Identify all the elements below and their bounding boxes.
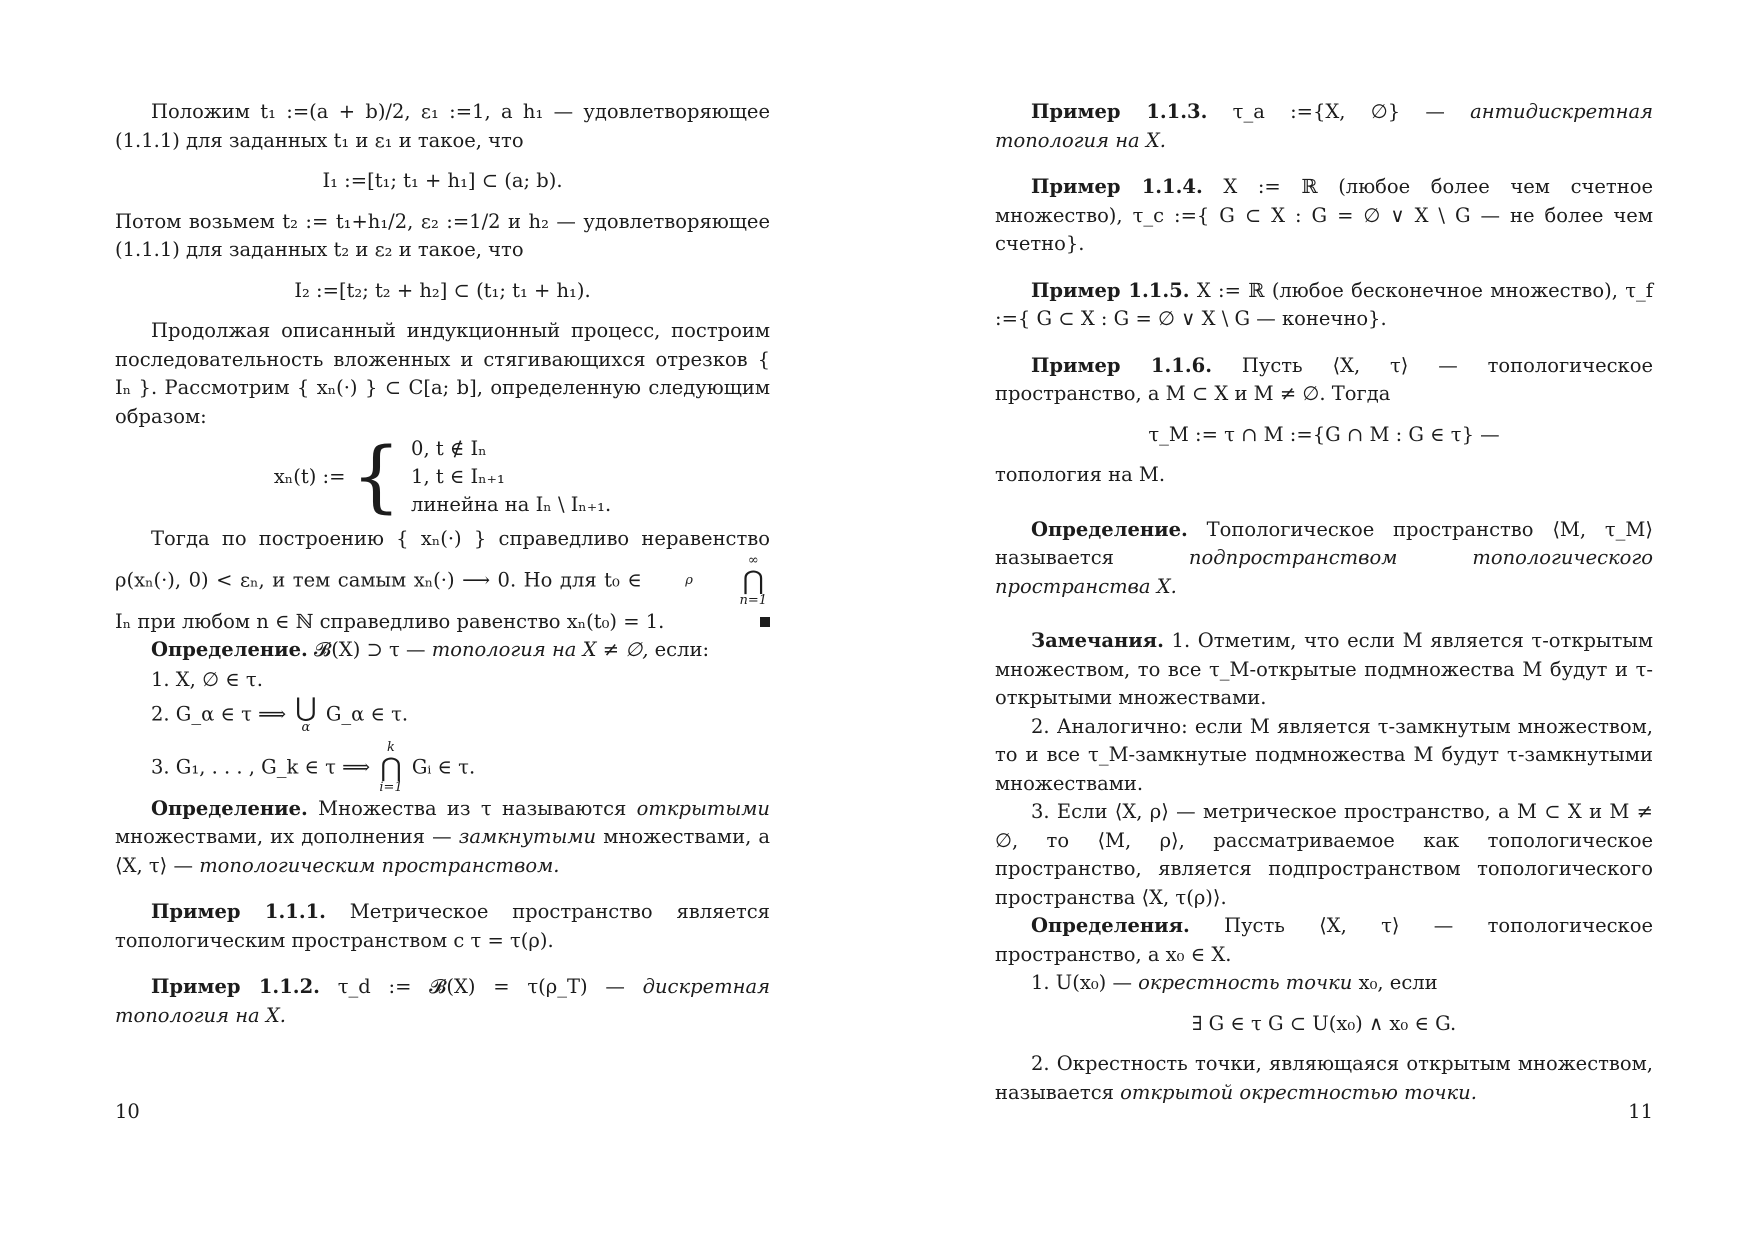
para1-line1: Положим t₁ :=(a + b)/2, ε₁ :=1, а h₁ — удовлетворяющее bbox=[151, 100, 770, 123]
case-line: 1, t ∈ Iₙ₊₁ bbox=[411, 465, 505, 488]
example-label: Пример 1.1.6. bbox=[1031, 353, 1212, 377]
remarks-label: Замечания. bbox=[1031, 629, 1164, 652]
remarks-3: 3. Если ⟨X, ρ⟩ — метрическое пространство, а M ⊂ X и M ≠ ∅, то ⟨M, ρ⟩, рассматриваемое как топологическое пространство, является подпространством топологического пространства ⟨X, τ(ρ)⟩. bbox=[995, 800, 1653, 909]
axiom-list bbox=[115, 665, 770, 795]
axiom-item-1: 1. X, ∅ ∈ τ. bbox=[151, 667, 263, 691]
left-text-column bbox=[115, 98, 770, 1030]
example-1-1-2: Пример 1.1.2. τ_d := 𝓑(X) = τ(ρ_T) — дискретная топология на X. bbox=[115, 975, 771, 1027]
para4-part-a: Тогда по построению { xₙ(·) } справедливо неравенство ρ(xₙ(·), 0) < εₙ, и тем самым xₙ(·) ⟶ 0. Но для t₀ ∈ bbox=[115, 527, 770, 591]
equation-subspace-topology: τ_M := τ ∩ M :={G ∩ M : G ∈ τ} — bbox=[1148, 422, 1500, 446]
intersection-operator: k ⋂ i=1 bbox=[379, 739, 403, 795]
para1-line2: (1.1.1) для заданных t₁ и ε₁ и такое, что bbox=[115, 128, 524, 152]
definition-subspace: Определение. Топологическое пространство ⟨M, τ_M⟩ называется подпространством топологического пространства X. bbox=[995, 517, 1654, 598]
cases-lines bbox=[411, 435, 611, 519]
paragraph-4 bbox=[115, 525, 770, 636]
definition-text: 𝓑(X) ⊃ τ — bbox=[314, 638, 426, 661]
equation-i2: I₂ :=[t₂; t₂ + h₂] ⊂ (t₁; t₁ + h₁). bbox=[294, 278, 591, 302]
paragraph-1 bbox=[115, 98, 770, 155]
cases-lhs: xₙ(t) := bbox=[273, 464, 346, 488]
left-page bbox=[0, 0, 877, 1240]
qed-square-icon bbox=[760, 617, 770, 627]
example-1-1-6: Пример 1.1.6. Пусть ⟨X, τ⟩ — топологическое пространство, а M ⊂ X и M ≠ ∅. Тогда bbox=[995, 353, 1654, 405]
definition-label: Определение. bbox=[151, 796, 308, 820]
example-label: Пример 1.1.5. bbox=[1031, 278, 1190, 302]
example-1-1-4: Пример 1.1.4. X := ℝ (любое более чем счетное множество), τ_c :={ G ⊂ X : G = ∅ ∨ X \ G — не более чем счетно}. bbox=[995, 175, 1653, 255]
equation-i1: I₁ :=[t₁; t₁ + h₁] ⊂ (a; b). bbox=[322, 169, 563, 192]
example-1-1-3: Пример 1.1.3. τ_a :={X, ∅} — антидискретная топология на X. bbox=[995, 100, 1653, 152]
union-operator: ⋃ α bbox=[295, 692, 317, 735]
example-label: Пример 1.1.3. bbox=[1031, 100, 1208, 123]
paragraph-3: Продолжая описанный индукционный процесс, построим последовательность вложенных и стягивающихся отрезков { Iₙ }. Рассмотрим { xₙ(·) } ⊂ C[a; b], определенную следующим образом: bbox=[115, 319, 770, 428]
definition-label: Определение. bbox=[151, 638, 308, 661]
example-1-1-6-conclusion: топология на M. bbox=[995, 463, 1166, 486]
right-page bbox=[877, 0, 1755, 1240]
definition-topology bbox=[115, 636, 770, 665]
page-number-left: 10 bbox=[115, 1100, 140, 1123]
para4-part-b: Iₙ при любом n ∈ ℕ справедливо равенство xₙ(t₀) = 1. bbox=[115, 609, 665, 633]
paragraph-2 bbox=[115, 208, 770, 265]
para2-line2: (1.1.1) для заданных t₂ и ε₂ и такое, что bbox=[115, 238, 524, 261]
definition-label: Определения. bbox=[1031, 914, 1190, 937]
definitions-neighbourhood: Определения. Пусть ⟨X, τ⟩ — топологическое пространство, а x₀ ∈ X. bbox=[995, 914, 1653, 966]
example-label: Пример 1.1.1. bbox=[151, 900, 326, 923]
definition-label: Определение. bbox=[1031, 517, 1188, 541]
axiom-item-3: 3. G₁, . . . , G_k ∈ τ ⟹ k ⋂ i=1 Gᵢ ∈ τ. bbox=[151, 739, 476, 795]
para2-line1: Потом возьмем t₂ := t₁+h₁/2, ε₂ :=1/2 и h₂ — удовлетворяющее bbox=[115, 209, 770, 233]
right-text-column bbox=[995, 98, 1653, 1107]
definition-term: топология на X ≠ ∅, bbox=[431, 638, 649, 661]
left-brace-icon: { bbox=[351, 432, 402, 522]
rho-subscript: ρ bbox=[685, 572, 693, 588]
case-line: 0, t ∉ Iₙ bbox=[411, 437, 487, 460]
example-1-1-1: Пример 1.1.1. Метрическое пространство является топологическим пространством с τ = τ(ρ). bbox=[115, 900, 770, 952]
example-label: Пример 1.1.4. bbox=[1031, 175, 1203, 198]
definitions-item-1: 1. U(x₀) — окрестность точки x₀, если bbox=[1031, 971, 1438, 994]
page-number-right: 11 bbox=[1628, 1100, 1653, 1123]
equation-neighbourhood: ∃ G ∈ τ G ⊂ U(x₀) ∧ x₀ ∈ G. bbox=[1191, 1011, 1457, 1035]
remarks-2: 2. Аналогично: если M является τ-замкнутым множеством, то и все τ_M-замкнутые подмножества M будут τ-замкнутыми множествами. bbox=[995, 714, 1653, 795]
intersection-operator: ∞ ⋂ n=1 bbox=[739, 552, 768, 608]
remarks-1: Замечания. 1. Отметим, что если M является τ-открытым множеством, то все τ_M-открытые подмножества M будут и τ-открытыми множествами. bbox=[995, 629, 1653, 709]
example-label: Пример 1.1.2. bbox=[151, 975, 320, 998]
definition-text: если: bbox=[654, 638, 710, 661]
definitions-item-2: 2. Окрестность точки, являющаяся открытым множеством, называется открытой окрестностью точки. bbox=[995, 1052, 1653, 1104]
axiom-item-2: 2. G_α ∈ τ ⟹ ⋃ α G_α ∈ τ. bbox=[151, 692, 409, 735]
example-1-1-5: Пример 1.1.5. X := ℝ (любое бесконечное множество), τ_f :={ G ⊂ X : G = ∅ ∨ X \ G — конечно}. bbox=[995, 278, 1653, 330]
definition-open-sets: Определение. Множества из τ называются открытыми множествами, их дополнения — замкнутыми множествами, а ⟨X, τ⟩ — топологическим пространством. bbox=[115, 796, 771, 877]
case-line: линейна на Iₙ \ Iₙ₊₁. bbox=[411, 493, 612, 516]
piecewise-definition bbox=[115, 432, 770, 522]
